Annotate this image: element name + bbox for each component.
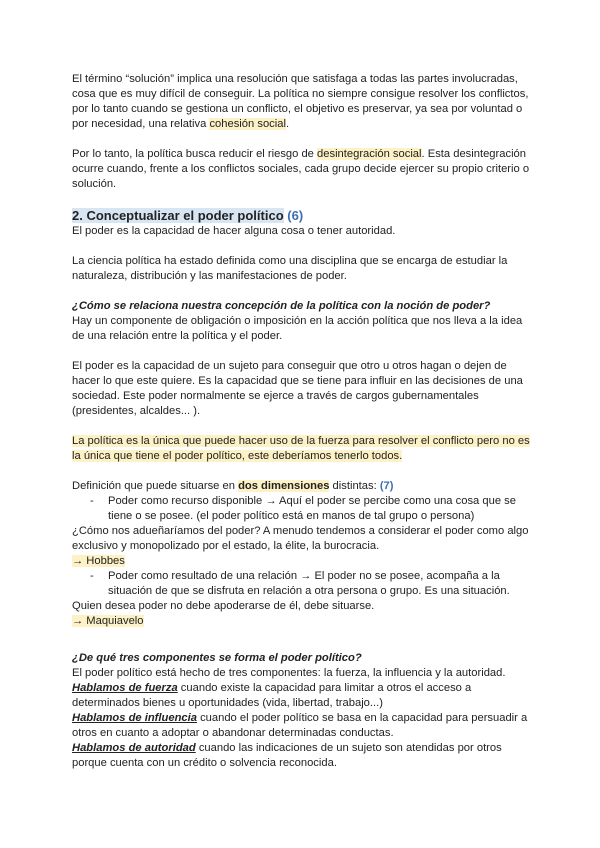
paragraph-disintegration-pre: Por lo tanto, la política busca reducir el riesgo de <box>72 148 318 160</box>
paragraph-solution-text: El término “solución” implica una resolución que satisfaga a todas las partes involucradas, cosa que es muy difícil de conseguir. La política no siempre consigue resolver los conflictos, por lo tanto cuando se gestiona un conflicto, el objetivo es preservar, ya sea por voluntad o por necesidad, una relativa <box>72 73 529 130</box>
machiavelli-reference <box>72 614 534 629</box>
dimension-list-2 <box>72 569 534 599</box>
document-page <box>72 72 534 771</box>
section-heading <box>72 207 534 224</box>
paragraph-disintegration-post: . Esta desintegración ocurre cuando, frente a los conflictos sociales, cada grupo decide ejercer su propio criterio o solución. <box>72 148 530 190</box>
highlight-hobbes: → Hobbes <box>72 555 125 567</box>
component-influence <box>72 711 534 741</box>
definition-ref: (7) <box>379 480 394 492</box>
definition-post: distintas: <box>329 480 380 492</box>
dimension-list-1 <box>72 494 534 524</box>
definition-dimensions <box>72 479 534 494</box>
list-item <box>72 569 534 599</box>
component-authority-text: cuando las indicaciones de un sujeto son atendidas por otros porque cuenta con un crédito o solvencia reconocida. <box>72 742 502 769</box>
force-paragraph <box>72 434 534 464</box>
question-components: ¿De qué tres componentes se forma el poder político? <box>72 652 362 664</box>
list-item <box>72 494 534 524</box>
list-dash: - <box>90 570 94 582</box>
component-force-text: cuando existe la capacidad para limitar a otros el acceso a determinados bienes u oportunidades (vida, libertad, trabajo...) <box>72 682 472 709</box>
list-item-text: Poder como resultado de una relación → El poder no se posee, acompaña a la situación de que se disfruta en relación a otra persona o grupo. Es una situación. <box>108 570 510 597</box>
political-science-paragraph: La ciencia política ha estado definida como una disciplina que se encarga de estudiar la naturaleza, distribución y las manifestaciones de poder. <box>72 255 508 282</box>
paragraph-solution <box>72 72 534 132</box>
section-title: 2. Conceptualizar el poder político <box>72 208 284 223</box>
hobbes-reference <box>72 554 534 569</box>
highlight-cohesion: cohesión social <box>209 118 286 130</box>
component-influence-text: cuando el poder político se basa en la capacidad para persuadir a otros en cuanto a adoptar o abandonar determinadas conductas. <box>72 712 528 739</box>
question-politics-power: ¿Cómo se relaciona nuestra concepción de la política con la noción de poder? <box>72 300 491 312</box>
answer-components: El poder político está hecho de tres componentes: la fuerza, la influencia y la autoridad. <box>72 667 506 679</box>
highlight-disintegration: desintegración social <box>317 148 422 160</box>
answer-politics-power: Hay un componente de obligación o imposición en la acción política que nos lleva a la idea de una relación entre la política y el poder. <box>72 315 523 342</box>
definition-pre: Definición que puede situarse en <box>72 480 239 492</box>
paragraph-solution-end: . <box>285 118 290 130</box>
component-authority <box>72 741 534 771</box>
power-intro: El poder es la capacidad de hacer alguna cosa o tener autoridad. <box>72 225 396 237</box>
appropriate-power-paragraph: ¿Cómo nos adueñaríamos del poder? A menudo tendemos a considerar el poder como algo exclusivo y monopolizado por el estado, la élite, la burocracia. <box>72 525 529 552</box>
term-force: Hablamos de fuerza <box>72 682 178 694</box>
power-definition-paragraph: El poder es la capacidad de un sujeto para conseguir que otro u otros hagan o dejen de hacer lo que este quiere. Es la capacidad que se tiene para influir en las decisiones de una sociedad. Este poder normalmente se ejerce a través de cargos gubernamentales (presidentes, alcaldes... ). <box>72 360 523 417</box>
component-force <box>72 681 534 711</box>
term-influence: Hablamos de influencia <box>72 712 197 724</box>
section-ref: (6) <box>287 208 304 223</box>
paragraph-disintegration <box>72 147 534 192</box>
list-item-text: Poder como recurso disponible → Aquí el poder se percibe como una cosa que se tiene o se posee. (el poder político está en manos de tal grupo o persona) <box>108 495 516 522</box>
who-desires-paragraph: Quien desea poder no debe apoderarse de él, debe situarse. <box>72 600 375 612</box>
highlight-machiavelli: → Maquiavelo <box>72 615 144 627</box>
highlight-dimensions: dos dimensiones <box>238 480 330 492</box>
list-dash: - <box>90 495 94 507</box>
term-authority: Hablamos de autoridad <box>72 742 196 754</box>
highlight-force: La política es la única que puede hacer uso de la fuerza para resolver el conflicto pero no es la única que tiene el poder político, este deberíamos tenerlo todos. <box>72 435 530 462</box>
